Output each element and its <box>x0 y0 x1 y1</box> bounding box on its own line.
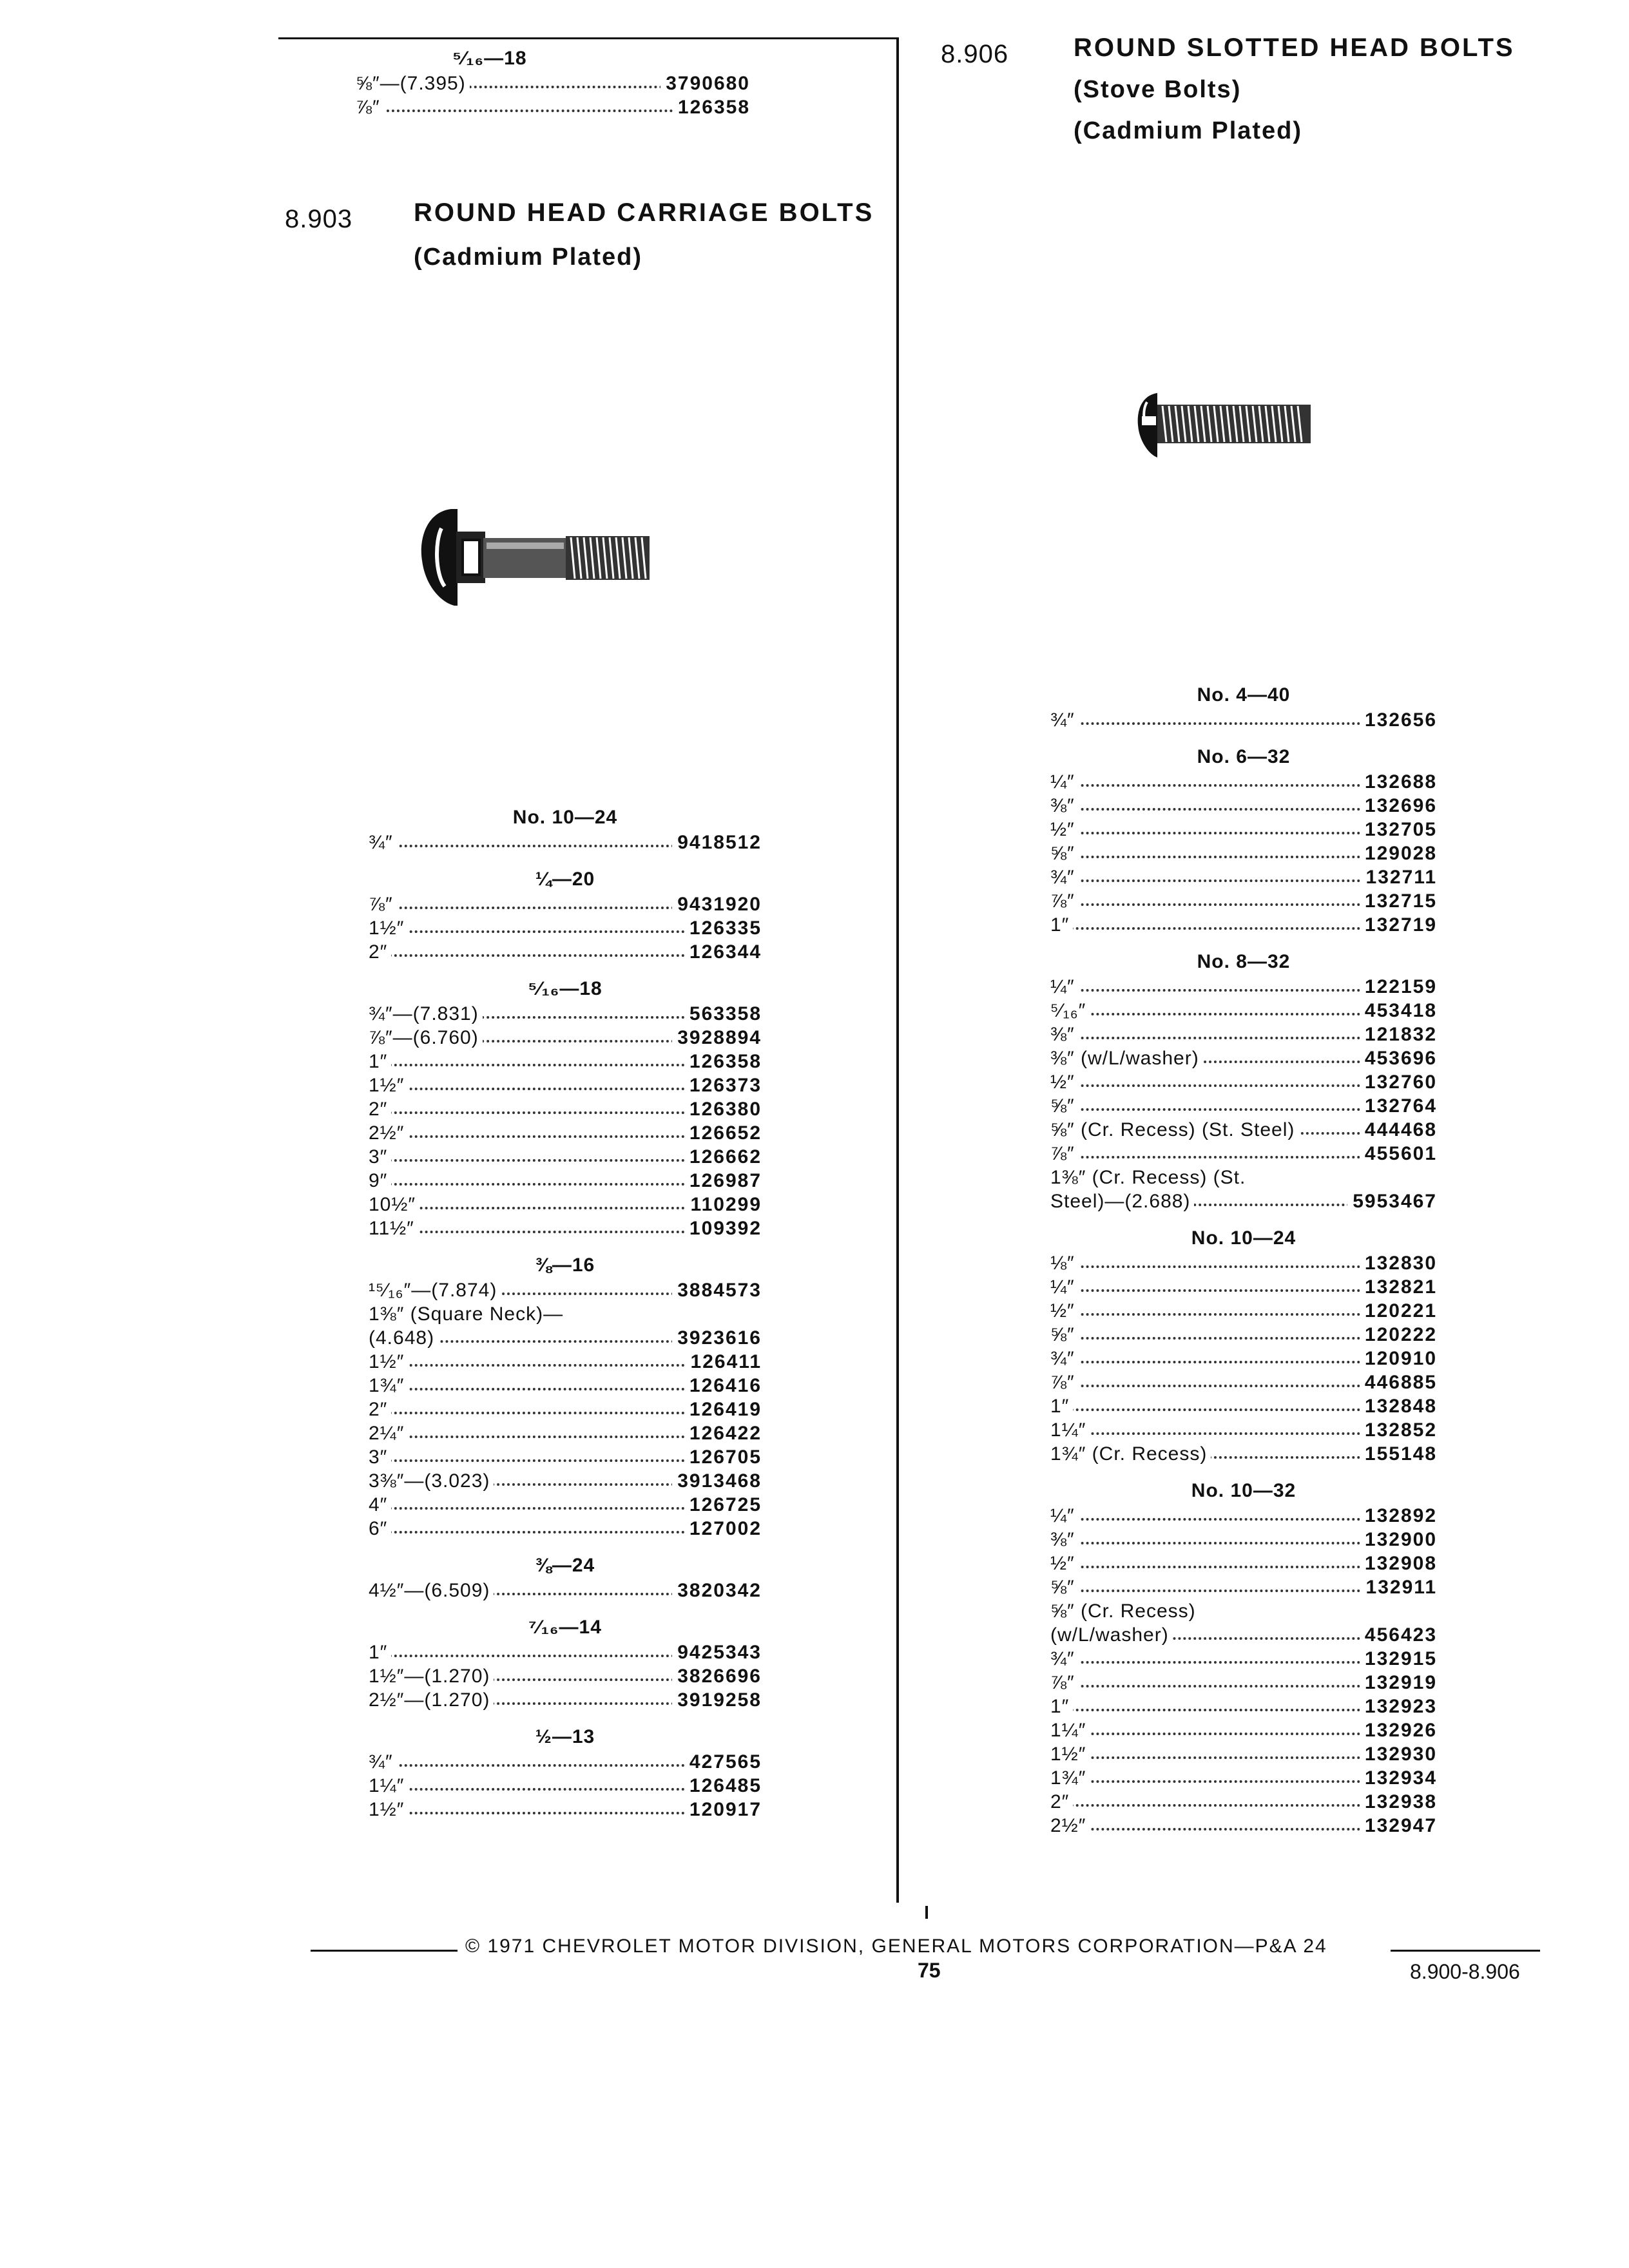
table-row <box>369 1216 762 1240</box>
row-size-label: 1¾″ <box>1050 1766 1090 1790</box>
group-heading: No. 10—24 <box>1191 1227 1296 1249</box>
size-group <box>369 805 762 854</box>
row-size-label: ¾″ <box>1050 865 1079 889</box>
row-size-label: 10½″ <box>369 1193 419 1216</box>
row-size-label: 1″ <box>1050 1394 1073 1418</box>
part-number: 126662 <box>684 1145 762 1169</box>
column-divider-tail <box>925 1906 928 1919</box>
row-size-label: 2″ <box>369 940 391 964</box>
table-row <box>1050 999 1437 1023</box>
part-number: 9425343 <box>672 1640 762 1664</box>
group-heading: ⁷⁄₁₆—14 <box>528 1617 602 1638</box>
size-group <box>369 1253 762 1541</box>
table-row <box>1050 1142 1437 1166</box>
row-size-label: 1¼″ <box>369 1774 408 1798</box>
row-size-label: 3″ <box>369 1445 391 1469</box>
row-size-label: 1⅜″ (Cr. Recess) (St. <box>1050 1166 1249 1189</box>
part-number: 126411 <box>686 1350 762 1374</box>
carriage-bolt-groups <box>369 805 762 1821</box>
row-size-label: 2½″ <box>1050 1814 1090 1838</box>
row-size-label: 4″ <box>369 1493 391 1517</box>
footer-copyright: © 1971 CHEVROLET MOTOR DIVISION, GENERAL MOTORS CORPORATION—P&A 24 <box>465 1936 1327 1957</box>
size-group <box>1050 1479 1437 1838</box>
table-row <box>1050 1118 1437 1142</box>
row-size-label: 1⅜″ (Square Neck)— <box>369 1302 567 1326</box>
table-row <box>1050 1347 1437 1370</box>
part-number: 132852 <box>1360 1418 1437 1442</box>
part-number: 453696 <box>1360 1046 1437 1070</box>
section-subtitle-8906-line1: (Stove Bolts) <box>1074 76 1242 103</box>
row-size-label: ⅜″ <box>1050 794 1079 818</box>
row-size-label: ⅛″ <box>1050 1251 1079 1275</box>
section-range: 8.900-8.906 <box>1410 1960 1520 1983</box>
table-row <box>356 72 750 95</box>
part-number: 456423 <box>1360 1623 1437 1647</box>
page-number: 75 <box>918 1959 941 1982</box>
part-number: 132908 <box>1360 1552 1437 1575</box>
part-number: 132915 <box>1360 1647 1437 1671</box>
size-group <box>369 1725 762 1821</box>
table-row <box>369 1278 762 1302</box>
group-heading: No. 6—32 <box>1197 746 1291 767</box>
row-size-label: ⅝″ (Cr. Recess) (St. Steel) <box>1050 1118 1298 1142</box>
row-size-label: ⅜″ (w/L/washer) <box>1050 1046 1203 1070</box>
row-size-label: ⅝″ <box>1050 1094 1079 1118</box>
row-size-label: ⅝″ <box>1050 1575 1079 1599</box>
row-size-label: ⅞″ <box>1050 1370 1079 1394</box>
table-row <box>369 1002 762 1026</box>
part-number: 3913468 <box>672 1469 762 1493</box>
row-size-label: ¼″ <box>1050 975 1079 999</box>
table-row <box>1050 818 1437 841</box>
row-size-label: ¾″ <box>369 1750 397 1774</box>
table-row <box>1050 975 1437 999</box>
table-row <box>369 1302 762 1326</box>
table-row <box>369 1097 762 1121</box>
size-group <box>369 1553 762 1602</box>
part-number: 3790680 <box>660 72 750 95</box>
table-row <box>369 1579 762 1602</box>
group-heading: ⅜—24 <box>535 1555 595 1576</box>
part-number: 132900 <box>1360 1528 1437 1552</box>
row-size-label: ⅞″ <box>1050 889 1079 913</box>
row-size-label: ⅝″ (Cr. Recess) <box>1050 1599 1200 1623</box>
row-size-label: ¾″—(7.831) <box>369 1002 483 1026</box>
table-row <box>1050 770 1437 794</box>
part-number: 444468 <box>1360 1118 1437 1142</box>
carriage-bolts-table <box>369 805 762 1834</box>
table-row <box>1050 1718 1437 1742</box>
part-number: 453418 <box>1360 999 1437 1023</box>
table-row <box>369 1145 762 1169</box>
part-number: 3928894 <box>672 1026 762 1050</box>
table-row <box>369 1469 762 1493</box>
row-size-label: 1″ <box>1050 1695 1073 1718</box>
table-row <box>1050 1814 1437 1838</box>
part-number: 120910 <box>1360 1347 1437 1370</box>
part-number: 122159 <box>1360 975 1437 999</box>
part-number: 120221 <box>1360 1299 1437 1323</box>
table-row <box>1050 1370 1437 1394</box>
table-row <box>369 1121 762 1145</box>
group-heading: ⅜—16 <box>535 1254 595 1276</box>
row-size-label: 2″ <box>369 1398 391 1421</box>
row-size-label: ⁵⁄₁₆″ <box>1050 999 1090 1023</box>
part-number: 132688 <box>1360 770 1437 794</box>
row-size-label: 1¾″ (Cr. Recess) <box>1050 1442 1211 1466</box>
table-row <box>1050 1671 1437 1695</box>
size-group <box>1050 1226 1437 1466</box>
row-size-label: ½″ <box>1050 1552 1079 1575</box>
footer-rule-left <box>311 1950 458 1952</box>
table-row <box>1050 1394 1437 1418</box>
part-number: 455601 <box>1360 1142 1437 1166</box>
row-size-label: 4½″—(6.509) <box>369 1579 494 1602</box>
table-row <box>369 916 762 940</box>
part-number: 132926 <box>1360 1718 1437 1742</box>
part-number: 120222 <box>1360 1323 1437 1347</box>
table-row <box>1050 1023 1437 1046</box>
row-size-label: 3⅜″—(3.023) <box>369 1469 494 1493</box>
part-number: 126358 <box>684 1050 762 1073</box>
row-size-label: 2¼″ <box>369 1421 408 1445</box>
table-row <box>369 1026 762 1050</box>
table-row <box>369 1421 762 1445</box>
group-heading: No. 10—32 <box>1191 1480 1296 1501</box>
table-row <box>1050 1599 1437 1623</box>
row-size-label: ⅝″ <box>1050 841 1079 865</box>
group-heading: ½—13 <box>535 1726 595 1747</box>
size-group <box>369 1615 762 1712</box>
stove-bolt-groups <box>1050 683 1437 1838</box>
row-size-label: ⅜″ <box>1050 1528 1079 1552</box>
row-size-label: ½″ <box>1050 818 1079 841</box>
row-size-label: 2″ <box>1050 1790 1073 1814</box>
row-size-label: ¹⁵⁄₁₆″—(7.874) <box>369 1278 501 1302</box>
group-heading: No. 8—32 <box>1197 951 1291 972</box>
row-size-label: ⅞″—(6.760) <box>369 1026 483 1050</box>
carriage-bolt-illustration <box>412 503 670 612</box>
row-size-label: 11½″ <box>369 1216 418 1240</box>
section-number-8906: 8.906 <box>941 40 1009 68</box>
size-group <box>1050 683 1437 732</box>
part-number: 132711 <box>1361 865 1437 889</box>
row-size-label: 2½″—(1.270) <box>369 1688 494 1712</box>
part-number: 126705 <box>684 1445 762 1469</box>
part-number: 132821 <box>1360 1275 1437 1299</box>
row-size-label: ¼″ <box>1050 770 1079 794</box>
table-row <box>369 1374 762 1398</box>
part-number: 132715 <box>1360 889 1437 913</box>
row-size-label: 6″ <box>369 1517 391 1541</box>
part-number: 132911 <box>1361 1575 1437 1599</box>
part-number: 132892 <box>1360 1504 1437 1528</box>
table-row <box>1050 1166 1437 1189</box>
row-size-label: 2″ <box>369 1097 391 1121</box>
part-number: 120917 <box>684 1798 762 1821</box>
column-divider <box>896 37 899 1903</box>
part-number: 127002 <box>684 1517 762 1541</box>
part-number: 126416 <box>684 1374 762 1398</box>
table-row <box>369 1193 762 1216</box>
table-row <box>356 95 750 119</box>
table-row <box>1050 1251 1437 1275</box>
table-row <box>369 1798 762 1821</box>
part-number: 3826696 <box>672 1664 762 1688</box>
row-size-label: 1½″—(1.270) <box>369 1664 494 1688</box>
table-row <box>1050 1094 1437 1118</box>
part-number: 110299 <box>686 1193 762 1216</box>
table-row <box>369 1493 762 1517</box>
row-size-label: ⅞″ <box>1050 1142 1079 1166</box>
row-size-label: Steel)—(2.688) <box>1050 1189 1194 1213</box>
part-number: 126373 <box>684 1073 762 1097</box>
row-size-label: ⅞″ <box>356 95 384 119</box>
table-row <box>1050 1442 1437 1466</box>
group-heading: ⁵⁄₁₆—18 <box>452 48 527 69</box>
part-number: 132923 <box>1360 1695 1437 1718</box>
part-number: 126422 <box>684 1421 762 1445</box>
table-row <box>1050 1623 1437 1647</box>
table-row <box>369 1350 762 1374</box>
table-row <box>1050 1528 1437 1552</box>
part-number: 132919 <box>1360 1671 1437 1695</box>
table-row <box>1050 1504 1437 1528</box>
table-row <box>369 1688 762 1712</box>
part-number: 132930 <box>1360 1742 1437 1766</box>
part-number: 3919258 <box>672 1688 762 1712</box>
row-size-label: 2½″ <box>369 1121 408 1145</box>
row-size-label: 1¾″ <box>369 1374 408 1398</box>
row-size-label: ⅞″ <box>1050 1671 1079 1695</box>
part-number: 109392 <box>684 1216 762 1240</box>
section-subtitle-8906-line2: (Cadmium Plated) <box>1074 117 1303 144</box>
part-number: 126485 <box>684 1774 762 1798</box>
row-size-label: 1½″ <box>369 1350 408 1374</box>
part-number: 3923616 <box>672 1326 762 1350</box>
part-number: 9418512 <box>672 831 762 854</box>
part-number: 126419 <box>684 1398 762 1421</box>
row-size-label: ⅝″ <box>1050 1323 1079 1347</box>
part-number: 132764 <box>1360 1094 1437 1118</box>
row-size-label: (4.648) <box>369 1326 438 1350</box>
part-number: 132656 <box>1360 708 1437 732</box>
group-heading: No. 4—40 <box>1197 684 1291 706</box>
table-row <box>1050 841 1437 865</box>
row-size-label: ¾″ <box>369 831 397 854</box>
row-size-label: 1″ <box>369 1050 391 1073</box>
table-row <box>1050 1575 1437 1599</box>
part-number: 3820342 <box>672 1579 762 1602</box>
table-row <box>369 1073 762 1097</box>
row-size-label: 1″ <box>369 1640 391 1664</box>
table-row <box>369 892 762 916</box>
top-rule <box>278 37 897 39</box>
row-size-label: ¼″ <box>1050 1275 1079 1299</box>
table-row <box>1050 1323 1437 1347</box>
row-size-label: 1½″ <box>1050 1742 1090 1766</box>
row-size-label: ¾″ <box>1050 708 1079 732</box>
row-size-label: ⅝″—(7.395) <box>356 72 470 95</box>
part-number: 427565 <box>684 1750 762 1774</box>
part-number: 126335 <box>684 916 762 940</box>
table-row <box>1050 1766 1437 1790</box>
carryover-rows <box>356 72 750 119</box>
row-size-label: ½″ <box>1050 1299 1079 1323</box>
part-number: 9431920 <box>672 892 762 916</box>
part-number: 132760 <box>1360 1070 1437 1094</box>
table-row <box>1050 1275 1437 1299</box>
size-group <box>1050 745 1437 937</box>
row-size-label: 1½″ <box>369 1798 408 1821</box>
table-row <box>1050 708 1437 732</box>
row-size-label: ⅜″ <box>1050 1023 1079 1046</box>
table-row <box>1050 1046 1437 1070</box>
table-row <box>1050 913 1437 937</box>
section-title-8903: ROUND HEAD CARRIAGE BOLTS <box>414 198 874 227</box>
part-number: 132848 <box>1360 1394 1437 1418</box>
part-number: 126725 <box>684 1493 762 1517</box>
table-row <box>1050 794 1437 818</box>
table-row <box>1050 1647 1437 1671</box>
table-row <box>369 1664 762 1688</box>
top-carryover-group <box>356 46 750 119</box>
part-number: 126652 <box>684 1121 762 1145</box>
row-size-label: 1½″ <box>369 1073 408 1097</box>
table-row <box>369 940 762 964</box>
table-row <box>1050 1552 1437 1575</box>
table-row <box>1050 1299 1437 1323</box>
table-row <box>369 1750 762 1774</box>
group-heading: ¼—20 <box>535 869 595 890</box>
part-number: 129028 <box>1360 841 1437 865</box>
row-size-label: 1″ <box>1050 913 1073 937</box>
table-row <box>1050 1189 1437 1213</box>
part-number: 446885 <box>1360 1370 1437 1394</box>
part-number: 132947 <box>1360 1814 1437 1838</box>
table-row <box>369 1050 762 1073</box>
group-heading: No. 10—24 <box>512 807 618 828</box>
row-size-label: 1¼″ <box>1050 1718 1090 1742</box>
row-size-label: ¼″ <box>1050 1504 1079 1528</box>
table-row <box>369 1326 762 1350</box>
size-group <box>369 977 762 1240</box>
row-size-label: ¾″ <box>1050 1647 1079 1671</box>
table-row <box>1050 1742 1437 1766</box>
table-row <box>1050 1070 1437 1094</box>
row-size-label: ¾″ <box>1050 1347 1079 1370</box>
part-number: 126987 <box>684 1169 762 1193</box>
table-row <box>369 831 762 854</box>
section-subtitle-8903: (Cadmium Plated) <box>414 244 643 271</box>
row-size-label: (w/L/washer) <box>1050 1623 1173 1647</box>
part-number: 3884573 <box>672 1278 762 1302</box>
table-row <box>1050 1790 1437 1814</box>
table-row <box>369 1398 762 1421</box>
part-number: 5953467 <box>1347 1189 1437 1213</box>
part-number: 563358 <box>684 1002 762 1026</box>
row-size-label: ½″ <box>1050 1070 1079 1094</box>
table-row <box>369 1445 762 1469</box>
table-row <box>1050 1695 1437 1718</box>
group-heading: ⁵⁄₁₆—18 <box>528 978 602 999</box>
part-number: 132830 <box>1360 1251 1437 1275</box>
table-row <box>1050 865 1437 889</box>
stove-bolts-table <box>1050 683 1437 1850</box>
part-number: 121832 <box>1360 1023 1437 1046</box>
part-number: 155148 <box>1360 1442 1437 1466</box>
table-row <box>369 1517 762 1541</box>
table-row <box>1050 889 1437 913</box>
table-row <box>369 1640 762 1664</box>
part-number: 126380 <box>684 1097 762 1121</box>
table-row <box>369 1774 762 1798</box>
row-size-label: 1½″ <box>369 916 408 940</box>
size-group <box>1050 950 1437 1213</box>
row-size-label: 3″ <box>369 1145 391 1169</box>
stove-bolt-illustration <box>1133 387 1339 464</box>
part-number: 126358 <box>673 95 750 119</box>
size-group <box>369 867 762 964</box>
footer-rule-right <box>1391 1950 1540 1952</box>
section-number-8903: 8.903 <box>285 205 353 233</box>
part-number: 126344 <box>684 940 762 964</box>
part-number: 132934 <box>1360 1766 1437 1790</box>
table-row <box>369 1169 762 1193</box>
part-number: 132696 <box>1360 794 1437 818</box>
row-size-label: 1¼″ <box>1050 1418 1090 1442</box>
row-size-label: ⅞″ <box>369 892 397 916</box>
section-title-8906: ROUND SLOTTED HEAD BOLTS <box>1074 34 1515 62</box>
part-number: 132705 <box>1360 818 1437 841</box>
row-size-label: 9″ <box>369 1169 391 1193</box>
table-row <box>1050 1418 1437 1442</box>
part-number: 132938 <box>1360 1790 1437 1814</box>
part-number: 132719 <box>1360 913 1437 937</box>
